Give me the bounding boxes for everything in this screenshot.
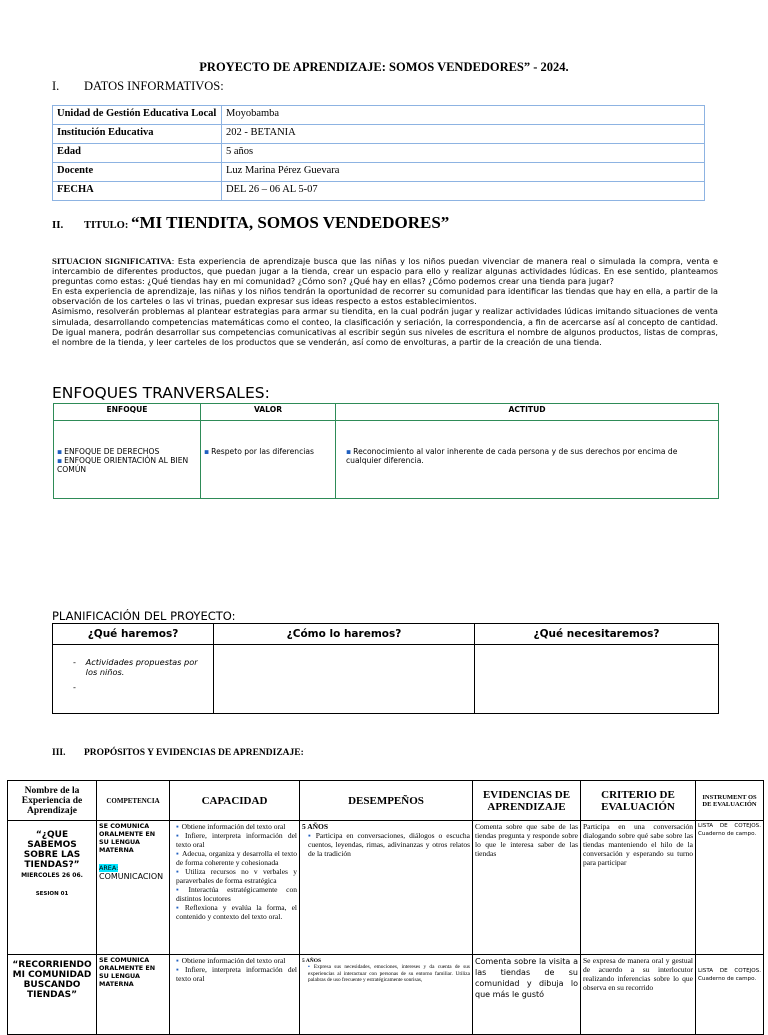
paragraph: Asimismo, resolverán problemas al plantear estrategias para armar su tiendita, en la cual podrán jugar y realizar actividades lúdicas imitando situaciones de venta simulada, desarrollando competencias matemáticas como el conteo, la clasificación y seriación, la correspondencia, a fin de acercarse así al concepto de cantidad. De igual manera, podrán desarrollar sus competencias comunicativas al escribir según sus niveles de escritura el nombre de algunos productos, listas de compras, el nombre de la tienda, y leer carteles de los productos que se venderán, así como de envolturas, a partir de la creación de una tienda. xyxy=(52,306,718,347)
column-header: ENFOQUE xyxy=(54,404,201,421)
list-item: ▪ Infiere, interpreta información del texto oral xyxy=(176,831,297,849)
experience-name: “RECORRIENDO MI COMUNIDAD BUSCANDO TIENDAS” xyxy=(12,960,92,1000)
section-number: III. xyxy=(52,748,66,758)
area-value: COMUNICACION xyxy=(99,872,164,881)
column-header: ¿Cómo lo haremos? xyxy=(214,624,475,645)
evidencia-cell: Comenta sobre que sabe de las tiendas pregunta y responde sobre lo que le interesa saber de las tiendas xyxy=(473,821,581,955)
desempeno-cell xyxy=(300,821,473,955)
enfoques-table xyxy=(53,403,719,499)
competencia-text: SE COMUNICA ORALMENTE EN SU LENGUA MATERNA xyxy=(99,822,156,854)
table-row xyxy=(53,645,719,714)
experience-session: SESION 01 xyxy=(35,891,69,897)
column-header: EVIDENCIAS DE APRENDIZAJE xyxy=(473,781,581,821)
table-row xyxy=(8,821,764,955)
table-row xyxy=(53,125,705,144)
situacion-label: SITUACION SIGNIFICATIVA xyxy=(52,256,172,266)
list-item: ▪ Utiliza recursos no v verbales y paraverbales de forma estratégica xyxy=(176,867,297,885)
experience-cell xyxy=(8,821,97,955)
evidencia-cell: Comenta sobre la visita a las tiendas de su comunidad y dibuja lo que más le gustó xyxy=(473,955,581,1035)
info-value: Moyobamba xyxy=(222,106,705,125)
info-value: 202 - BETANIA xyxy=(222,125,705,144)
list-dash: - xyxy=(73,682,76,692)
list-item: ▪ Expresa sus necesidades, emociones, intereses y da cuenta de sus experiencias al interactuar con personas de su entorno familiar. Utiliza palabras de uso frecuente y estratégicamente sonrisas, xyxy=(302,964,470,984)
document-title: PROYECTO DE APRENDIZAJE: SOMOS VENDEDORES” - 2024. xyxy=(199,60,569,74)
list-item: ▪ Reflexiona y evalúa la forma, el contenido y contexto del texto oral. xyxy=(176,903,297,921)
area-block xyxy=(99,864,167,881)
column-header: ACTITUD xyxy=(336,404,719,421)
section-label: PROPÓSITOS Y EVIDENCIAS DE APRENDIZAJE: xyxy=(84,748,304,758)
table-header-row xyxy=(53,624,719,645)
section-label: DATOS INFORMATIVOS: xyxy=(84,79,224,93)
paragraph-text: : Esta experiencia de aprendizaje busca que las niñas y los niños puedan vivenciar de manera real o simulada la compra, venta e intercambio de diferentes productos, que puedan jugar a la tienda, crear un espacio para ello y realizar algunas actividades lúdicas. En ese sentido, planteamos preguntas como estas: ¿Qué tiendas hay en mi comunidad? ¿Cómo son? ¿Qué hay en ellas? ¿Cómo podemos crear una tienda para jugar? xyxy=(52,256,718,287)
column-header: VALOR xyxy=(201,404,336,421)
table-row xyxy=(53,144,705,163)
actitud-cell xyxy=(336,421,719,499)
list-item: ▪ Interactúa estratégicamente con distintos locutores xyxy=(176,885,297,903)
section-number: II. xyxy=(52,219,64,231)
project-title: “MI TIENDITA, SOMOS VENDEDORES” xyxy=(130,213,450,232)
age-label: 5 AÑOS xyxy=(302,822,329,831)
table-row xyxy=(8,955,764,1035)
list-dash: - xyxy=(73,657,76,667)
table-row xyxy=(53,182,705,201)
enfoque-cell xyxy=(54,421,201,499)
column-header: ¿Qué haremos? xyxy=(53,624,214,645)
experience-date: MIERCOLES 26 06. xyxy=(21,872,83,879)
info-key: FECHA xyxy=(53,182,222,201)
section-propositos xyxy=(52,748,304,758)
info-value: 5 años xyxy=(222,144,705,163)
table-header-row xyxy=(8,781,764,821)
info-value: Luz Marina Pérez Guevara xyxy=(222,163,705,182)
column-header: COMPETENCIA xyxy=(97,781,170,821)
list-item: ▪ ENFOQUE ORIENTACIÓN AL BIEN COMÚN xyxy=(57,456,197,474)
list-item: ▪ ENFOQUE DE DERECHOS xyxy=(57,447,197,456)
column-header: DESEMPEÑOS xyxy=(300,781,473,821)
enfoques-heading: ENFOQUES TRANVERSALES: xyxy=(52,384,270,402)
paragraph xyxy=(52,256,718,286)
que-necesitaremos-cell xyxy=(475,645,719,714)
area-label: AREA: xyxy=(99,864,119,872)
info-key: Institución Educativa xyxy=(53,125,222,144)
table-row xyxy=(54,421,719,499)
column-header: INSTRUMENT OS DE EVALUACIÓN xyxy=(696,781,764,821)
list-item: ▪ Infiere, interpreta información del texto oral xyxy=(176,965,297,983)
que-haremos-cell xyxy=(53,645,214,714)
experience-cell xyxy=(8,955,97,1035)
section-titulo xyxy=(52,213,449,233)
info-key: Edad xyxy=(53,144,222,163)
section-datos-informativos xyxy=(52,79,224,94)
section-number: I. xyxy=(52,79,60,93)
age-label: 5 AÑOS xyxy=(302,958,322,964)
instrumento-cell: LISTA DE COTEJOS. Cuaderno de campo. xyxy=(696,821,764,955)
criterio-cell: Se expresa de manera oral y gestual de acuerdo a su interlocutor realizando inferencias sobre lo que observa en su recorrido xyxy=(581,955,696,1035)
planificacion-table xyxy=(52,623,719,714)
table-row xyxy=(53,163,705,182)
list-item: ▪ Respeto por las diferencias xyxy=(204,447,332,456)
list-item: ▪ Adecua, organiza y desarrolla el texto de forma coherente y cohesionada xyxy=(176,849,297,867)
info-value: DEL 26 – 06 AL 5-07 xyxy=(222,182,705,201)
planificacion-heading: PLANIFICACIÓN DEL PROYECTO: xyxy=(52,609,236,623)
situacion-significativa xyxy=(52,256,718,347)
column-header: CRITERIO DE EVALUACIÓN xyxy=(581,781,696,821)
criterio-cell: Participa en una conversación dialogando sobre qué sabe sobre las tiendas manteniendo el hilo de la conversación y esperando su turno para participar xyxy=(581,821,696,955)
list-item: ▪ Obtiene información del texto oral xyxy=(176,822,297,831)
paragraph: En esta experiencia de aprendizaje, las niñas y los niños tendrán la oportunidad de recorrer su comunidad para identificar las tiendas que hay en ella, a partir de la observación de los carteles o las vi trinas, puedan expresar sus ideas respecto a estos establecimientos. xyxy=(52,286,718,307)
como-haremos-cell xyxy=(214,645,475,714)
info-table xyxy=(52,105,705,201)
table-header-row xyxy=(54,404,719,421)
valor-cell xyxy=(201,421,336,499)
list-item: ▪ Participa en conversaciones, diálogos o escucha cuentos, leyendas, rimas, adivinanzas y otros relatos de la tradición xyxy=(302,831,470,858)
info-key: Unidad de Gestión Educativa Local xyxy=(53,106,222,125)
experience-name: “¿QUE SABEMOS SOBRE LAS TIENDAS?” xyxy=(23,830,81,870)
table-row xyxy=(53,106,705,125)
section-label: TITULO: xyxy=(84,220,131,231)
desempeno-cell xyxy=(300,955,473,1035)
list-item xyxy=(73,657,207,677)
info-key: Docente xyxy=(53,163,222,182)
list-item: ▪ Reconocimiento al valor inherente de cada persona y de sus derechos por encima de cualquier diferencia. xyxy=(346,447,715,465)
list-item: ▪ Obtiene información del texto oral xyxy=(176,956,297,965)
list-item-text: Actividades propuestas por los niños. xyxy=(85,657,198,677)
competencia-cell xyxy=(97,821,170,955)
propositos-table xyxy=(7,780,764,1035)
column-header: ¿Qué necesitaremos? xyxy=(475,624,719,645)
competencia-cell: SE COMUNICA ORALMENTE EN SU LENGUA MATERNA xyxy=(97,955,170,1035)
column-header: CAPACIDAD xyxy=(170,781,300,821)
capacidad-cell xyxy=(170,955,300,1035)
column-header: Nombre de la Experiencia de Aprendizaje xyxy=(8,781,97,821)
capacidad-cell xyxy=(170,821,300,955)
instrumento-cell: LISTA DE COTEJOS. Cuaderno de campo. xyxy=(696,955,764,1035)
